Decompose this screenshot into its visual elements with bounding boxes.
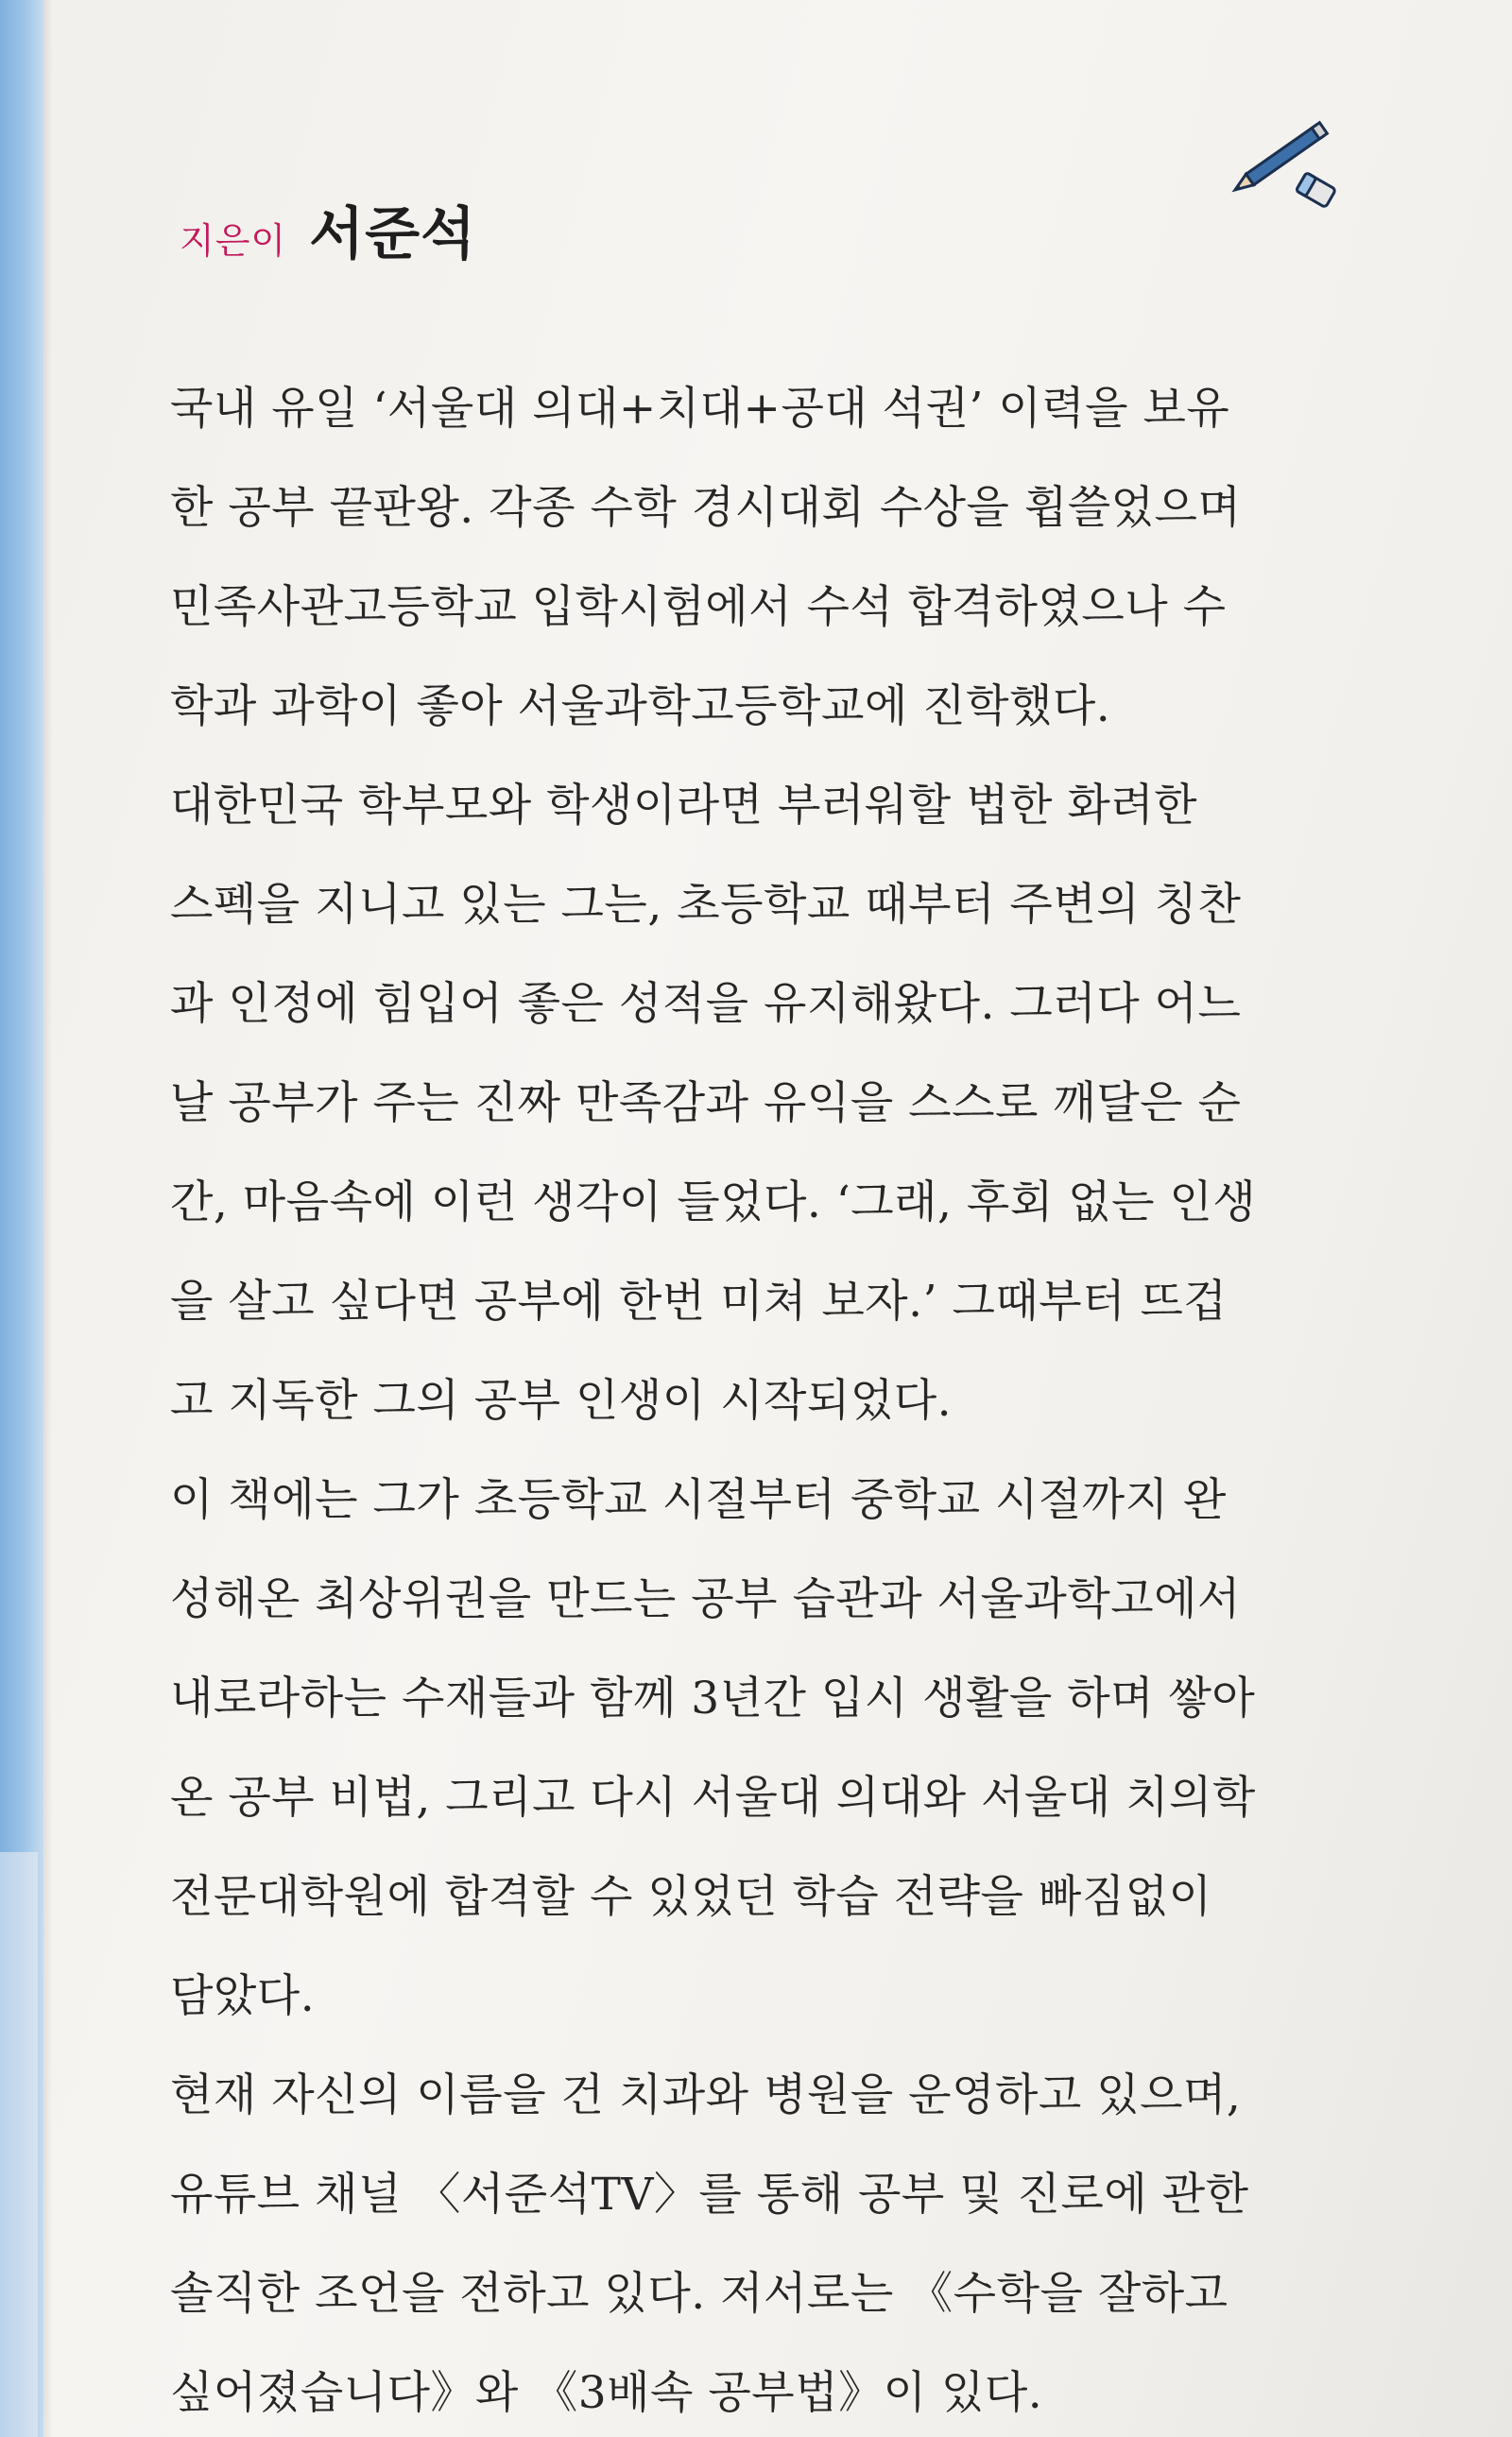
author-name: 서준석 <box>309 201 477 267</box>
bio-line: 담았다. <box>170 1970 316 2022</box>
bio-line: 전문대학원에 합격할 수 있었던 학습 전략을 빠짐없이 <box>170 1871 1212 1923</box>
bio-line: 과 인정에 힘입어 좋은 성적을 유지해왔다. 그러다 어느 <box>170 978 1242 1030</box>
bio-line: 날 공부가 주는 진짜 만족감과 유익을 스스로 깨달은 순 <box>170 1077 1242 1129</box>
author-heading <box>180 189 476 265</box>
author-biography <box>170 359 1332 2437</box>
bio-line: 온 공부 비법, 그리고 다시 서울대 의대와 서울대 치의학 <box>170 1772 1256 1824</box>
bio-line: 고 지독한 그의 공부 인생이 시작되었다. <box>170 1375 953 1427</box>
bio-line: 간, 마음속에 이런 생각이 들었다. ‘그래, 후회 없는 인생 <box>170 1176 1257 1228</box>
bio-line: 싶어졌습니다》와 《3배속 공부법》이 있다. <box>170 2367 1043 2419</box>
bio-line: 솔직한 조언을 전하고 있다. 저서로는 《수학을 잘하고 <box>170 2268 1228 2320</box>
bio-line: 국내 유일 ‘서울대 의대+치대+공대 석권’ 이력을 보유 <box>170 383 1230 435</box>
author-label: 지은이 <box>180 220 287 262</box>
pencil-eraser-icon <box>1228 104 1351 208</box>
bio-line: 이 책에는 그가 초등학교 시절부터 중학교 시절까지 완 <box>170 1474 1227 1526</box>
book-cover-edge-lower <box>0 1852 38 2437</box>
bio-line: 대한민국 학부모와 학생이라면 부러워할 법한 화려한 <box>170 780 1198 832</box>
bio-line: 학과 과학이 좋아 서울과학고등학교에 진학했다. <box>170 680 1111 732</box>
edge-shadow <box>43 0 53 2437</box>
bio-line: 민족사관고등학교 입학시험에서 수석 합격하였으나 수 <box>170 581 1227 633</box>
bio-line: 성해온 최상위권을 만드는 공부 습관과 서울과학고에서 <box>170 1573 1241 1625</box>
bio-line: 을 살고 싶다면 공부에 한번 미쳐 보자.’ 그때부터 뜨겁 <box>170 1276 1228 1328</box>
bio-line: 스펙을 지니고 있는 그는, 초등학교 때부터 주변의 칭찬 <box>170 879 1242 931</box>
bio-line: 유튜브 채널 〈서준석TV〉를 통해 공부 및 진로에 관한 <box>170 2169 1249 2221</box>
bio-line: 내로라하는 수재들과 함께 3년간 입시 생활을 하며 쌓아 <box>170 1673 1256 1725</box>
bio-line: 현재 자신의 이름을 건 치과와 병원을 운영하고 있으며, <box>170 2069 1242 2121</box>
bio-line: 한 공부 끝판왕. 각종 수학 경시대회 수상을 휩쓸었으며 <box>170 482 1242 534</box>
